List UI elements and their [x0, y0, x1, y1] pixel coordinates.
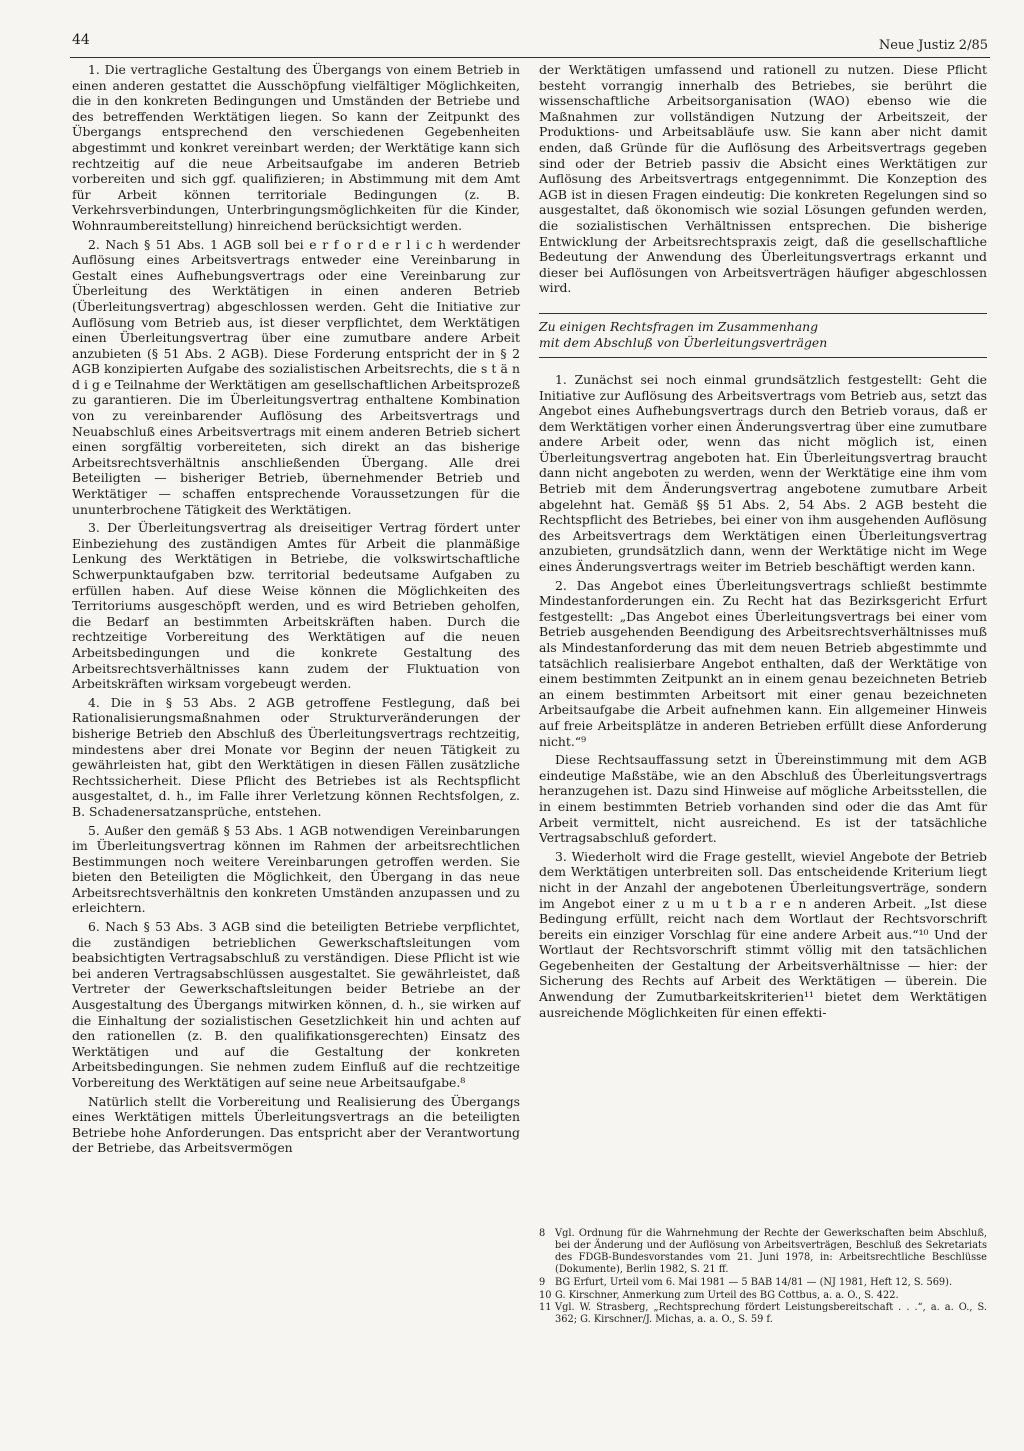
- paragraph: 6. Nach § 53 Abs. 3 AGB sind die beteiligten Betriebe verpflichtet, die zuständigen betrieblichen Gewerkschaftsleitungen vom beabsichtigten Vertragsabschluß zu verständigen. Diese Pflicht ist wie bei anderen Vertragsabschlüssen ausgestaltet. Sie gewährleistet, daß Vertreter der Gewerkschaftsleitungen beider Betriebe an der Ausgestaltung des Übergangs mitwirken können, d. h., sie wirken auf die Einhaltung der sozialistischen Gesetzlichkeit hin und achten auf den rationellen (z. B. den qualifikationsgerechten) Einsatz des Werktätigen und auf die Gestaltung der konkreten Arbeitsbedingungen. Sie nehmen zudem Einfluß auf die rechtzeitige Vorbereitung des Werktätigen auf seine neue Arbeitsaufgabe.⁸: [72, 919, 520, 1090]
- footnote: [539, 1290, 987, 1302]
- footnote-number: 11: [539, 1302, 552, 1314]
- footnote-number: 10: [539, 1289, 552, 1301]
- footnotes: [539, 1228, 987, 1327]
- paragraph: 2. Das Angebot eines Überleitungsvertrags schließt bestimmte Mindestanforderungen ein. Zu Recht hat das Bezirksgericht Erfurt festgestellt: „Das Angebot eines Überleitungsvertrags bei einer vom Betrieb ausgehenden Beendigung des Arbeitsrechtsverhältnisses muß als Mindestanforderung das mit dem neuen Betrieb abgestimmte und tatsächlich realisierbare Angebot enthalten, daß der Werktätige von einem bestimmten Zeitpunkt an in einem genau bezeichneten Betrieb an einem bestimmten Arbeitsort mit einer genau bezeichneten Arbeitsaufgabe die Arbeit aufnehmen kann. Ein allgemeiner Hinweis auf freie Arbeitsplätze in anderen Betrieben erfüllt diese Anforderung nicht.“⁹: [539, 577, 987, 749]
- paragraph: 3. Der Überleitungsvertrag als dreiseitiger Vertrag fördert unter Einbeziehung des zuständigen Amtes für Arbeit die planmäßige Lenkung des Werktätigen in Betriebe, die volkswirtschaftliche Schwerpunktaufgaben bzw. territorial bedeutsame Aufgaben zu erfüllen haben. Auf diese Weise können die Möglichkeiten des Territoriums ausgeschöpft werden, und es wird Betrieben geholfen, die Bedarf an bestimmten Arbeitskräften haben. Durch die rechtzeitige Vorbereitung des Werktätigen auf die neuen Arbeitsbedingungen und die konkrete Gestaltung des Arbeitsrechtsverhältnisses kann zudem der Fluktuation von Arbeitskräften wirksam vorgebeugt werden.: [72, 520, 520, 692]
- section-heading-line: mit dem Abschluß von Überleitungsverträgen: [539, 334, 828, 350]
- section-heading: [539, 313, 987, 358]
- right-column: [539, 62, 987, 1023]
- footnote-text: Vgl. Ordnung für die Wahrnehmung der Rechte der Gewerkschaften beim Abschluß, bei der Änderung und der Auflösung von Arbeitsverträgen, Beschluß des Sekretariats des FDGB-Bundesvorstandes vom 21. Juni 1978, in: Arbeitsrechtliche Beschlüsse (Dokumente), Berlin 1982, S. 21 ff.: [555, 1228, 987, 1275]
- paragraph: 1. Zunächst sei noch einmal grundsätzlich festgestellt: Geht die Initiative zur Auflösung des Arbeitsvertrags vom Betrieb aus, setzt das Angebot eines Aufhebungsvertrags durch den Betrieb voraus, daß er dem Werktätigen vorher einen Änderungsvertrag über eine zumutbare andere Arbeit oder, wenn das nicht möglich ist, einen Überleitungsvertrag angeboten hat. Ein Überleitungsvertrag braucht dann nicht angeboten zu werden, wenn der Werktätige eine ihm vom Betrieb mit dem Änderungsvertrag angebotene zumutbare Arbeit abgelehnt hat. Gemäß §§ 51 Abs. 2, 54 Abs. 2 AGB besteht die Rechtspflicht des Betriebes, bei einer von ihm ausgehenden Auflösung des Arbeitsvertrags dem Werktätigen einen Überleitungsvertrag anzubieten, grundsätzlich dann, wenn der Werktätige nicht im Wege eines Änderungsvertrags weiter im Betrieb beschäftigt werden kann.: [539, 371, 987, 575]
- paragraph: Diese Rechtsauffassung setzt in Übereinstimmung mit dem AGB eindeutige Maßstäbe, wie an den Abschluß des Überleitungsvertrags heranzugehen ist. Dazu sind Hinweise auf mögliche Arbeitsstellen, die in einem bestimmten Betrieb vorhanden sind oder die das Amt für Arbeit vermittelt, nicht ausreichend. Es ist der tatsächliche Vertragsabschluß gefordert.: [539, 752, 987, 846]
- footnote-text: G. Kirschner, Anmerkung zum Urteil des BG Cottbus, a. a. O., S. 422.: [555, 1289, 899, 1301]
- footnote: [539, 1228, 987, 1276]
- paragraph-continuation: der Werktätigen umfassend und rationell zu nutzen. Diese Pflicht besteht vorrangig innerhalb des Betriebes, sie berührt die wissenschaftliche Arbeitsorganisation (WAO) ebenso wie die Maßnahmen zur vollständigen Nutzung der Arbeitszeit, der Produktions- und Arbeitsabläufe usw. Sie kann aber nicht damit enden, daß Gründe für die Auflösung des Arbeitsvertrags gegeben sind oder der Betrieb passiv die Absicht eines Werktätigen zur Auflösung des Arbeitsvertrags entgegennimmt. Die Konzeption des AGB ist in diesen Fragen eindeutig: Die konkreten Regelungen sind so ausgestaltet, daß ökonomisch wie sozial Lösungen gefunden werden, die sozialistischen Verhältnissen entsprechen. Die bisherige Entwicklung der Arbeitsrechtspraxis zeigt, daß die gesellschaftliche Bedeutung der Anwendung des Überleitungsvertrags erkannt und dieser bei Auflösungen von Arbeitsverträgen häufiger abgeschlossen wird.: [539, 62, 987, 296]
- footnote-text: BG Erfurt, Urteil vom 6. Mai 1981 — 5 BAB 14/81 — (NJ 1981, Heft 12, S. 569).: [555, 1276, 953, 1288]
- paragraph: 3. Wiederholt wird die Frage gestellt, wieviel Angebote der Betrieb dem Werktätigen unterbreiten soll. Das entscheidende Kriterium liegt nicht in der Anzahl der angebotenen Überleitungsverträge, sondern im Angebot einer z u m u t b a r e n anderen Arbeit. „Ist diese Bedingung erfüllt, reicht nach dem Wortlaut der Rechtsvorschrift bereits ein einziger Vorschlag für eine andere Arbeit aus.“¹⁰ Und der Wortlaut der Rechtsvorschrift stimmt völlig mit den tatsächlichen Gegebenheiten der Gestaltung der Arbeitsverhältnisse — hier: der Sicherung des Rechts auf Arbeit des Werktätigen — überein. Die Anwendung der Zumutbarkeitskriterien¹¹ bietet dem Werktätigen ausreichende Möglichkeiten für einen effekti-: [539, 848, 987, 1020]
- journal-reference: Neue Justiz 2/85: [878, 38, 988, 53]
- footnote: [539, 1277, 987, 1289]
- section-heading-line: Zu einigen Rechtsfragen im Zusammenhang: [539, 318, 819, 334]
- footnote: [539, 1302, 987, 1326]
- header-rule: [70, 57, 990, 58]
- footnote-number: 9: [539, 1276, 546, 1288]
- paragraph: 4. Die in § 53 Abs. 2 AGB getroffene Festlegung, daß bei Rationalisierungsmaßnahmen oder Strukturveränderungen der bisherige Betrieb den Abschluß des Überleitungsvertrags rechtzeitig, mindestens aber drei Monate vor Beginn der neuen Tätigkeit zu gewährleisten hat, gibt den Werktätigen in diesen Fällen zusätzliche Rechtssicherheit. Diese Pflicht des Betriebes ist als Rechtspflicht ausgestaltet, d. h., im Falle ihrer Verletzung können Rechtsfolgen, z. B. Schadenersatzansprüche, entstehen.: [72, 694, 520, 819]
- paragraph: Natürlich stellt die Vorbereitung und Realisierung des Übergangs eines Werktätigen mittels Überleitungsvertrags an die beteiligten Betriebe hohe Anforderungen. Das entspricht aber der Verantwortung der Betriebe, das Arbeitsvermögen: [72, 1093, 520, 1156]
- footnote-number: 8: [539, 1228, 546, 1239]
- paragraph: 2. Nach § 51 Abs. 1 AGB soll bei e r f o r d e r l i c h werdender Auflösung eines Arbeitsvertrags entweder eine Vereinbarung in Gestalt eines Aufhebungsvertrags oder eine Vereinbarung zur Überleitung des Werktätigen in einen anderen Betrieb (Überleitungsvertrag) abgeschlossen werden. Geht die Initiative zur Auflösung vom Betrieb aus, ist dieser verpflichtet, dem Werktätigen einen Überleitungsvertrag über eine zumutbare andere Arbeit anzubieten (§ 51 Abs. 2 AGB). Diese Forderung entspricht der in § 2 AGB konzipierten Aufgabe des sozialistischen Arbeitsrechts, die s t ä n d i g e Teilnahme der Werktätigen am gesellschaftlichen Arbeitsprozeß zu garantieren. Die im Überleitungsvertrag enthaltene Kombination von zu vereinbarender Auflösung des Arbeitsvertrags und Neuabschluß eines Arbeitsvertrags mit einem anderen Betrieb sichert einen sorgfältig vorbereiteten, sich direkt an das bisherige Arbeitsrechtsverhältnis anschließenden Übergang. Alle drei Beteiligten — bisheriger Betrieb, übernehmender Betrieb und Werktätiger — schaffen entsprechende Voraussetzungen für die ununterbrochene Tätigkeit des Werktätigen.: [72, 236, 520, 517]
- page-number: 44: [72, 32, 90, 48]
- footnote-text: Vgl. W. Strasberg, „Rechtsprechung fördert Leistungsbereitschaft . . .“, a. a. O., S. 362; G. Kirschner/J. Michas, a. a. O., S. 59 f.: [555, 1302, 987, 1326]
- paragraph: 5. Außer den gemäß § 53 Abs. 1 AGB notwendigen Vereinbarungen im Überleitungsvertrag können im Rahmen der arbeitsrechtlichen Bestimmungen noch weitere Vereinbarungen getroffen werden. Sie bieten den Beteiligten die Möglichkeit, den Übergang in das neue Arbeitsrechtsverhältnis den konkreten Umständen anzupassen und zu erleichtern.: [72, 822, 520, 916]
- paragraph: 1. Die vertragliche Gestaltung des Übergangs von einem Betrieb in einen anderen gestattet die Ausschöpfung vielfältiger Möglichkeiten, die in den konkreten Bedingungen und Umständen der Betriebe und des betreffenden Werktätigen liegen. So kann der Zeitpunkt des Übergangs entsprechend den verschiedenen Gegebenheiten abgestimmt und konkret vereinbart werden; der Werktätige kann sich rechtzeitig auf die neue Arbeitsaufgabe im anderen Betrieb vorbereiten und sich ggf. qualifizieren; in Abstimmung mit dem Amt für Arbeit können territoriale Bedingungen (z. B. Verkehrsverbindungen, Unterbringungsmöglichkeiten für die Kinder, Wohnraumbereitstellung) hinreichend berücksichtigt werden.: [72, 62, 520, 233]
- left-column: [72, 62, 520, 1159]
